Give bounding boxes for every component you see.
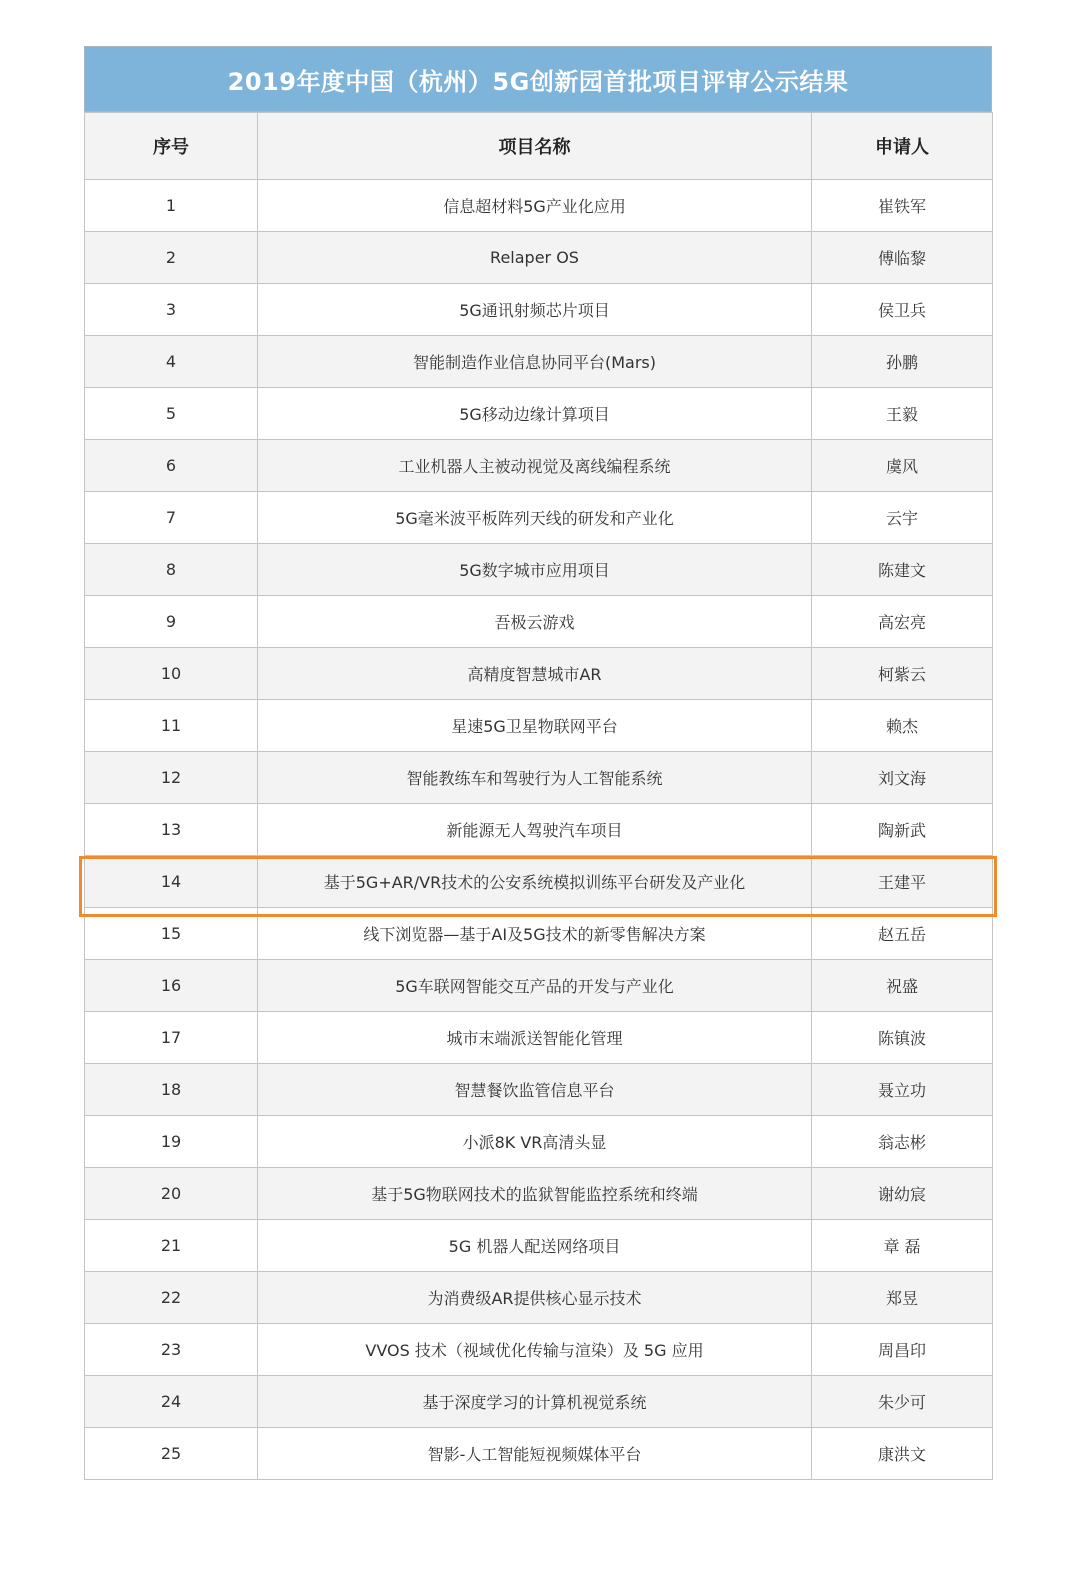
table-row bbox=[85, 1012, 993, 1064]
row-number: 16 bbox=[85, 960, 258, 1012]
row-number: 1 bbox=[85, 180, 258, 232]
applicant-name: 赵五岳 bbox=[812, 908, 993, 960]
table-row bbox=[85, 284, 993, 336]
column-header-applicant: 申请人 bbox=[812, 113, 993, 180]
applicant-name: 谢幼宸 bbox=[812, 1168, 993, 1220]
applicant-name: 朱少可 bbox=[812, 1376, 993, 1428]
table-row bbox=[85, 752, 993, 804]
table-row bbox=[85, 180, 993, 232]
applicant-name: 周昌印 bbox=[812, 1324, 993, 1376]
project-name: 星速5G卫星物联网平台 bbox=[258, 700, 812, 752]
table-row bbox=[85, 336, 993, 388]
project-name: 基于5G物联网技术的监狱智能监控系统和终端 bbox=[258, 1168, 812, 1220]
project-name: 智影-人工智能短视频媒体平台 bbox=[258, 1428, 812, 1480]
project-name: Relaper OS bbox=[258, 232, 812, 284]
project-name: 5G 机器人配送网络项目 bbox=[258, 1220, 812, 1272]
applicant-name: 侯卫兵 bbox=[812, 284, 993, 336]
applicant-name: 刘文海 bbox=[812, 752, 993, 804]
table-row bbox=[85, 388, 993, 440]
table-row bbox=[85, 908, 993, 960]
applicant-name: 翁志彬 bbox=[812, 1116, 993, 1168]
results-sheet bbox=[84, 46, 992, 1480]
applicant-name: 陈建文 bbox=[812, 544, 993, 596]
row-number: 4 bbox=[85, 336, 258, 388]
row-number: 24 bbox=[85, 1376, 258, 1428]
table-row bbox=[85, 960, 993, 1012]
table-row bbox=[85, 440, 993, 492]
applicant-name: 傅临黎 bbox=[812, 232, 993, 284]
project-name: 工业机器人主被动视觉及离线编程系统 bbox=[258, 440, 812, 492]
table-row bbox=[85, 1376, 993, 1428]
row-number: 7 bbox=[85, 492, 258, 544]
table-row bbox=[85, 1168, 993, 1220]
row-number: 6 bbox=[85, 440, 258, 492]
applicant-name: 王毅 bbox=[812, 388, 993, 440]
project-name: 智能制造作业信息协同平台(Mars) bbox=[258, 336, 812, 388]
project-name: 5G毫米波平板阵列天线的研发和产业化 bbox=[258, 492, 812, 544]
row-number: 17 bbox=[85, 1012, 258, 1064]
row-number: 22 bbox=[85, 1272, 258, 1324]
project-name: 为消费级AR提供核心显示技术 bbox=[258, 1272, 812, 1324]
project-name: 高精度智慧城市AR bbox=[258, 648, 812, 700]
row-number: 21 bbox=[85, 1220, 258, 1272]
results-table bbox=[84, 112, 993, 1480]
project-name: 智能教练车和驾驶行为人工智能系统 bbox=[258, 752, 812, 804]
table-row bbox=[85, 1428, 993, 1480]
row-number: 3 bbox=[85, 284, 258, 336]
row-number: 15 bbox=[85, 908, 258, 960]
row-number: 13 bbox=[85, 804, 258, 856]
row-number: 25 bbox=[85, 1428, 258, 1480]
row-number: 12 bbox=[85, 752, 258, 804]
table-row bbox=[85, 1220, 993, 1272]
applicant-name: 陈镇波 bbox=[812, 1012, 993, 1064]
applicant-name: 高宏亮 bbox=[812, 596, 993, 648]
row-number: 20 bbox=[85, 1168, 258, 1220]
row-number: 19 bbox=[85, 1116, 258, 1168]
table-title: 2019年度中国（杭州）5G创新园首批项目评审公示结果 bbox=[84, 46, 992, 112]
applicant-name: 赖杰 bbox=[812, 700, 993, 752]
applicant-name: 云宇 bbox=[812, 492, 993, 544]
project-name: 基于5G+AR/VR技术的公安系统模拟训练平台研发及产业化 bbox=[258, 856, 812, 908]
row-number: 2 bbox=[85, 232, 258, 284]
table-row bbox=[85, 804, 993, 856]
column-header-number: 序号 bbox=[85, 113, 258, 180]
table-row bbox=[85, 232, 993, 284]
table-row bbox=[85, 700, 993, 752]
applicant-name: 虞风 bbox=[812, 440, 993, 492]
applicant-name: 崔铁军 bbox=[812, 180, 993, 232]
table-row bbox=[85, 1116, 993, 1168]
row-number: 9 bbox=[85, 596, 258, 648]
project-name: 5G车联网智能交互产品的开发与产业化 bbox=[258, 960, 812, 1012]
row-number: 10 bbox=[85, 648, 258, 700]
row-number: 5 bbox=[85, 388, 258, 440]
applicant-name: 康洪文 bbox=[812, 1428, 993, 1480]
project-name: 5G数字城市应用项目 bbox=[258, 544, 812, 596]
project-name: 基于深度学习的计算机视觉系统 bbox=[258, 1376, 812, 1428]
applicant-name: 陶新武 bbox=[812, 804, 993, 856]
applicant-name: 郑昱 bbox=[812, 1272, 993, 1324]
table-row bbox=[85, 856, 993, 908]
project-name: 小派8K VR高清头显 bbox=[258, 1116, 812, 1168]
project-name: 5G移动边缘计算项目 bbox=[258, 388, 812, 440]
table-row bbox=[85, 596, 993, 648]
project-name: 新能源无人驾驶汽车项目 bbox=[258, 804, 812, 856]
project-name: 5G通讯射频芯片项目 bbox=[258, 284, 812, 336]
row-number: 11 bbox=[85, 700, 258, 752]
project-name: 信息超材料5G产业化应用 bbox=[258, 180, 812, 232]
applicant-name: 孙鹏 bbox=[812, 336, 993, 388]
table-row bbox=[85, 544, 993, 596]
project-name: 城市末端派送智能化管理 bbox=[258, 1012, 812, 1064]
project-name: 智慧餐饮监管信息平台 bbox=[258, 1064, 812, 1116]
applicant-name: 柯紫云 bbox=[812, 648, 993, 700]
row-number: 14 bbox=[85, 856, 258, 908]
applicant-name: 章 磊 bbox=[812, 1220, 993, 1272]
applicant-name: 聂立功 bbox=[812, 1064, 993, 1116]
row-number: 18 bbox=[85, 1064, 258, 1116]
table-row bbox=[85, 648, 993, 700]
table-row bbox=[85, 1272, 993, 1324]
applicant-name: 王建平 bbox=[812, 856, 993, 908]
header-row bbox=[85, 113, 993, 180]
applicant-name: 祝盛 bbox=[812, 960, 993, 1012]
column-header-project-name: 项目名称 bbox=[258, 113, 812, 180]
table-row bbox=[85, 492, 993, 544]
row-number: 23 bbox=[85, 1324, 258, 1376]
row-number: 8 bbox=[85, 544, 258, 596]
project-name: VVOS 技术（视域优化传输与渲染）及 5G 应用 bbox=[258, 1324, 812, 1376]
table-row bbox=[85, 1324, 993, 1376]
table-row bbox=[85, 1064, 993, 1116]
project-name: 线下浏览器—基于AI及5G技术的新零售解决方案 bbox=[258, 908, 812, 960]
project-name: 吾极云游戏 bbox=[258, 596, 812, 648]
